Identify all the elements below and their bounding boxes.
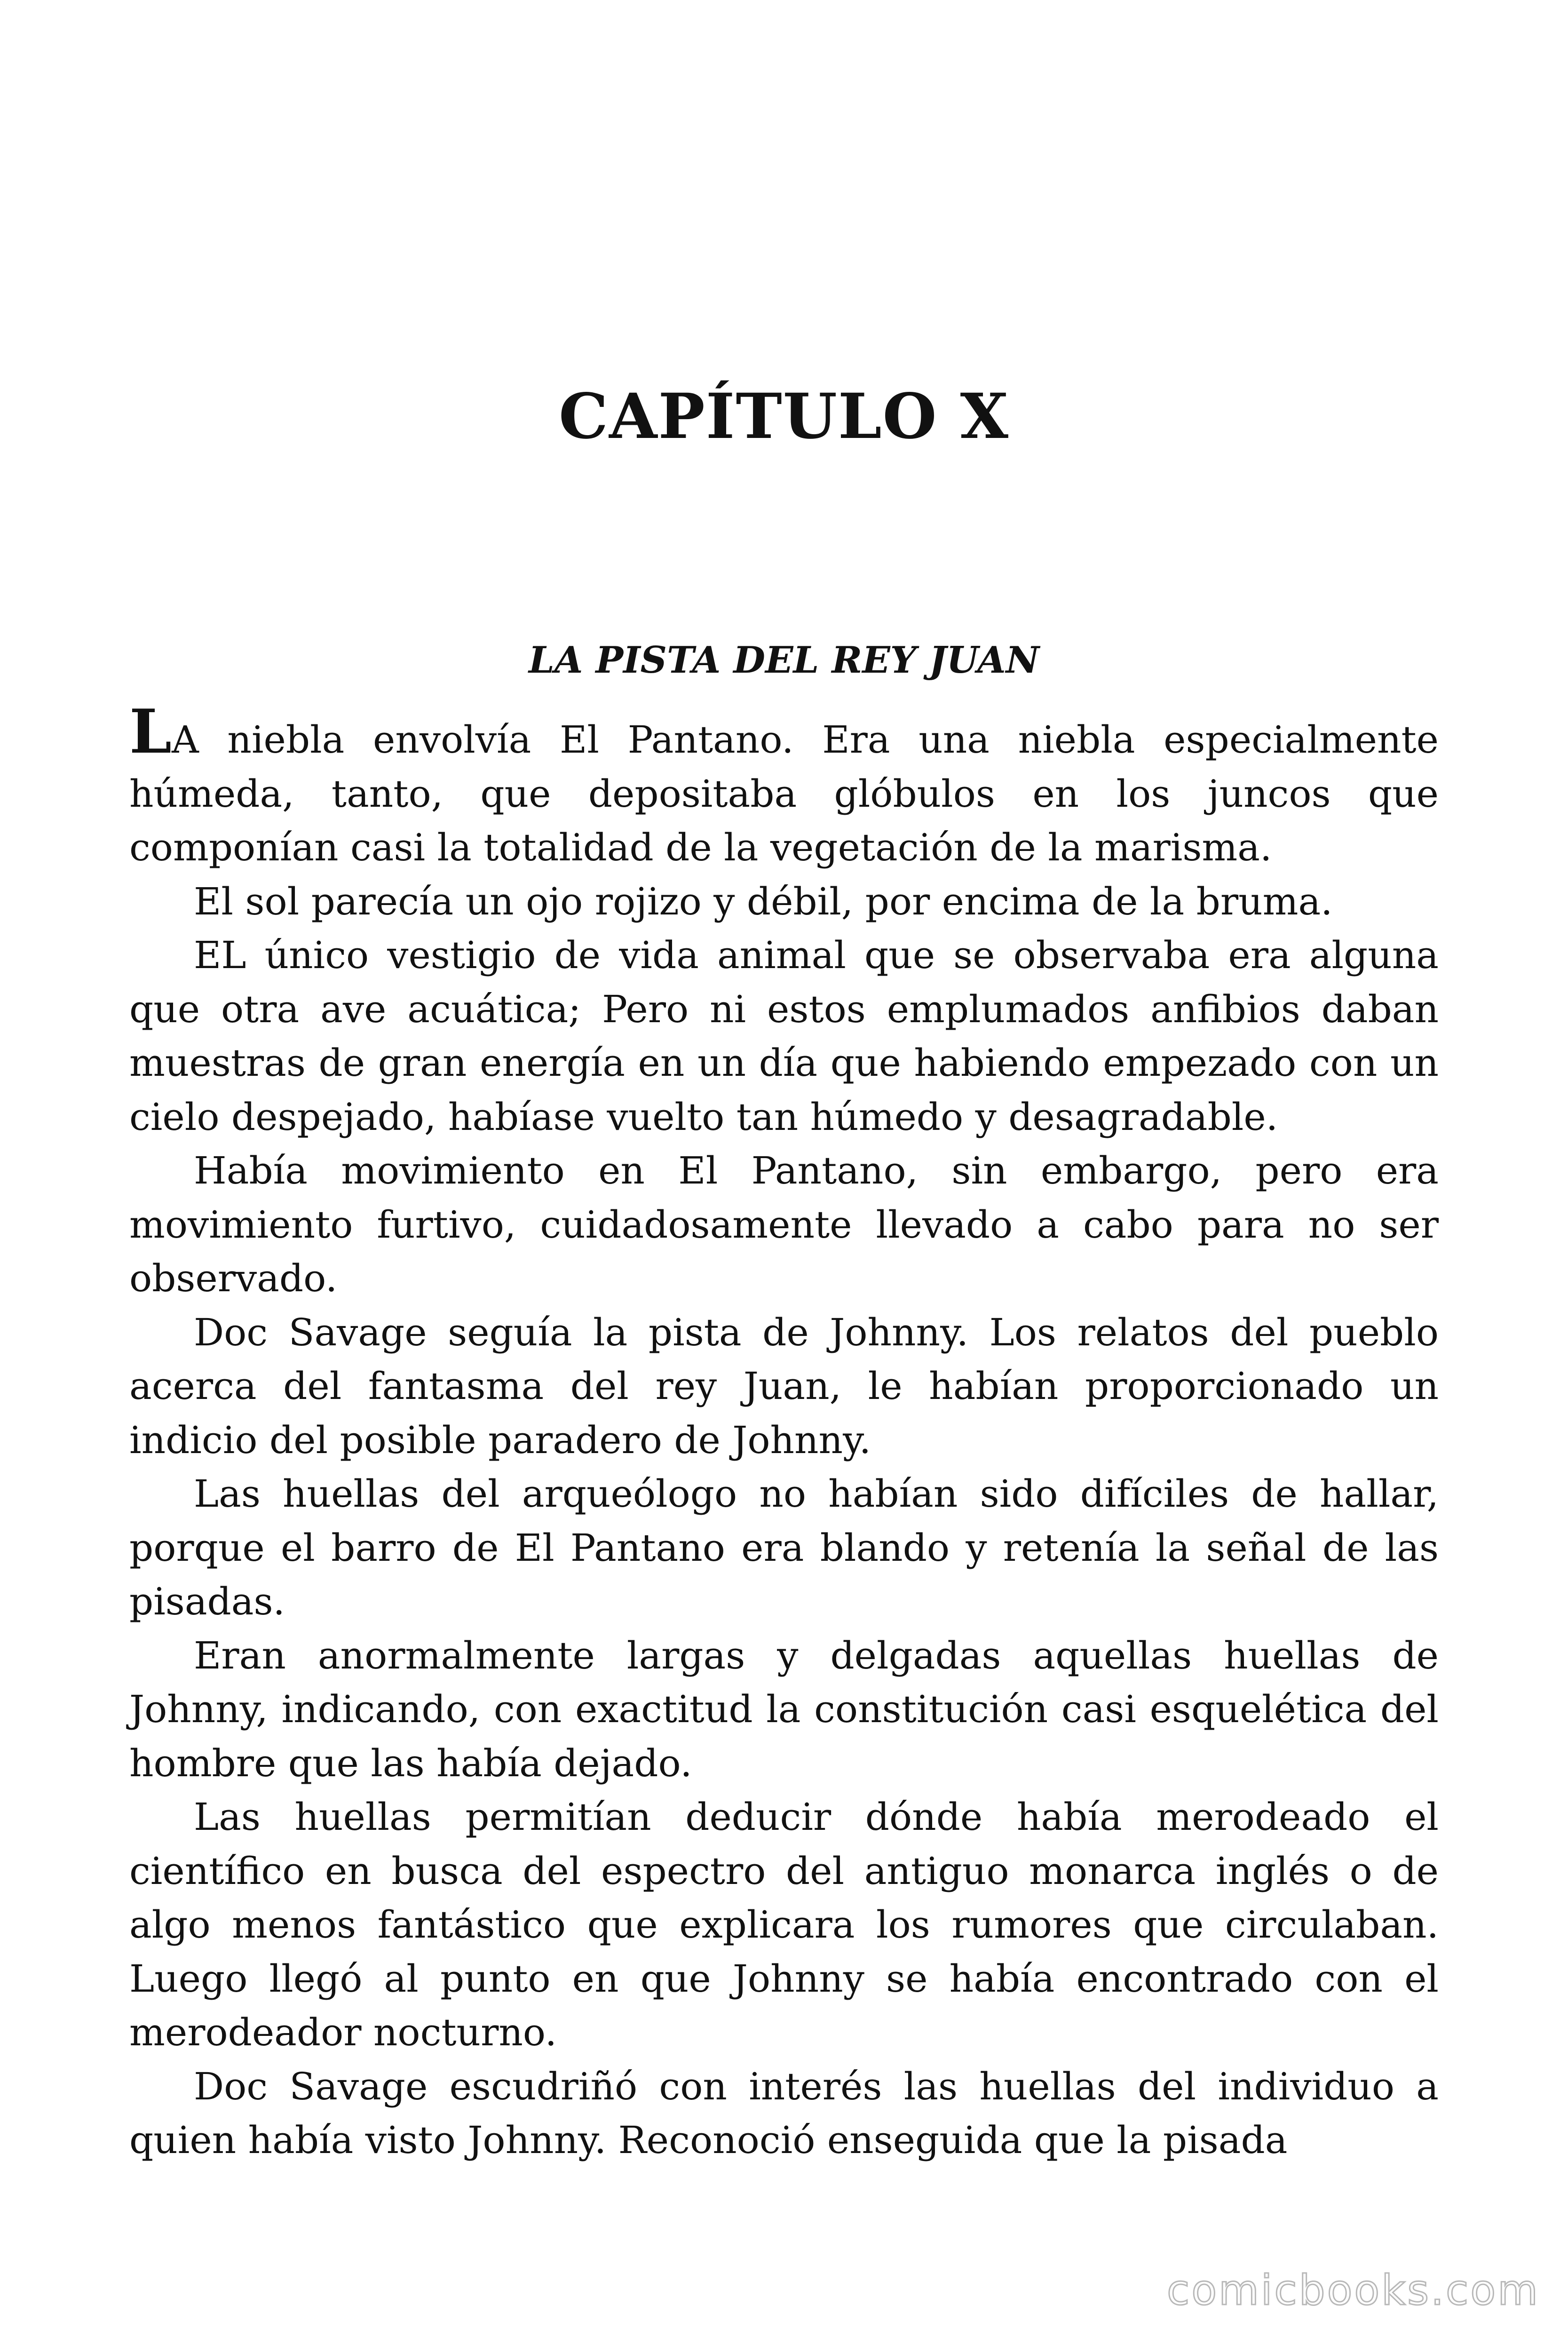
paragraph-8: Las huellas permitían deducir dónde había merodeado el científico en busca del espectro del antiguo monarca inglés o de algo menos fantástico que explicara los rumores que circulaban. Luego llegó al punto en que Johnny se había encontrado con el merodeador nocturno. xyxy=(129,1795,1439,2054)
paragraph-7: Eran anormalmente largas y delgadas aquellas huellas de Johnny, indicando, con exactitud la constitución casi esquelética del hombre que las había dejado. xyxy=(129,1633,1439,1785)
drop-cap-continuation: A xyxy=(172,718,199,762)
chapter-body xyxy=(129,697,1439,2168)
chapter-subtitle: LA PISTA DEL REY JUAN xyxy=(529,639,1039,682)
paragraph-1-text: niebla envolvía El Pantano. Era una niebla especialmente húmeda, tanto, que depositaba glóbulos en los juncos que componían casi la totalidad de la vegetación de la marisma. xyxy=(129,718,1439,869)
watermark: comicbooks.com xyxy=(1166,2266,1540,2314)
paragraph-9: Doc Savage escudriñó con interés las huellas del individuo a quien había visto Johnny. Reconoció enseguida que la pisada xyxy=(129,2064,1439,2162)
paragraph-4: Había movimiento en El Pantano, sin embargo, pero era movimiento furtivo, cuidadosamente llevado a cabo para no ser observado. xyxy=(129,1149,1439,1300)
drop-cap: L xyxy=(129,697,172,767)
paragraph-2: El sol parecía un ojo rojizo y débil, por encima de la bruma. xyxy=(194,879,1333,923)
paragraph-3: EL único vestigio de vida animal que se observaba era alguna que otra ave acuática; Pero ni estos emplumados anfibios daban muestras de gran energía en un día que habiendo empezado con un cielo despejado, habíase vuelto tan húmedo y desagradable. xyxy=(129,933,1439,1139)
chapter-title: CAPÍTULO X xyxy=(559,380,1009,453)
paragraph-5: Doc Savage seguía la pista de Johnny. Los relatos del pueblo acerca del fantasma del rey Juan, le habían proporcionado un indicio del posible paradero de Johnny. xyxy=(129,1310,1439,1462)
paragraph-1 xyxy=(129,697,1439,875)
paragraph-6: Las huellas del arqueólogo no habían sido difíciles de hallar, porque el barro de El Pantano era blando y retenía la señal de las pisadas. xyxy=(129,1472,1439,1623)
